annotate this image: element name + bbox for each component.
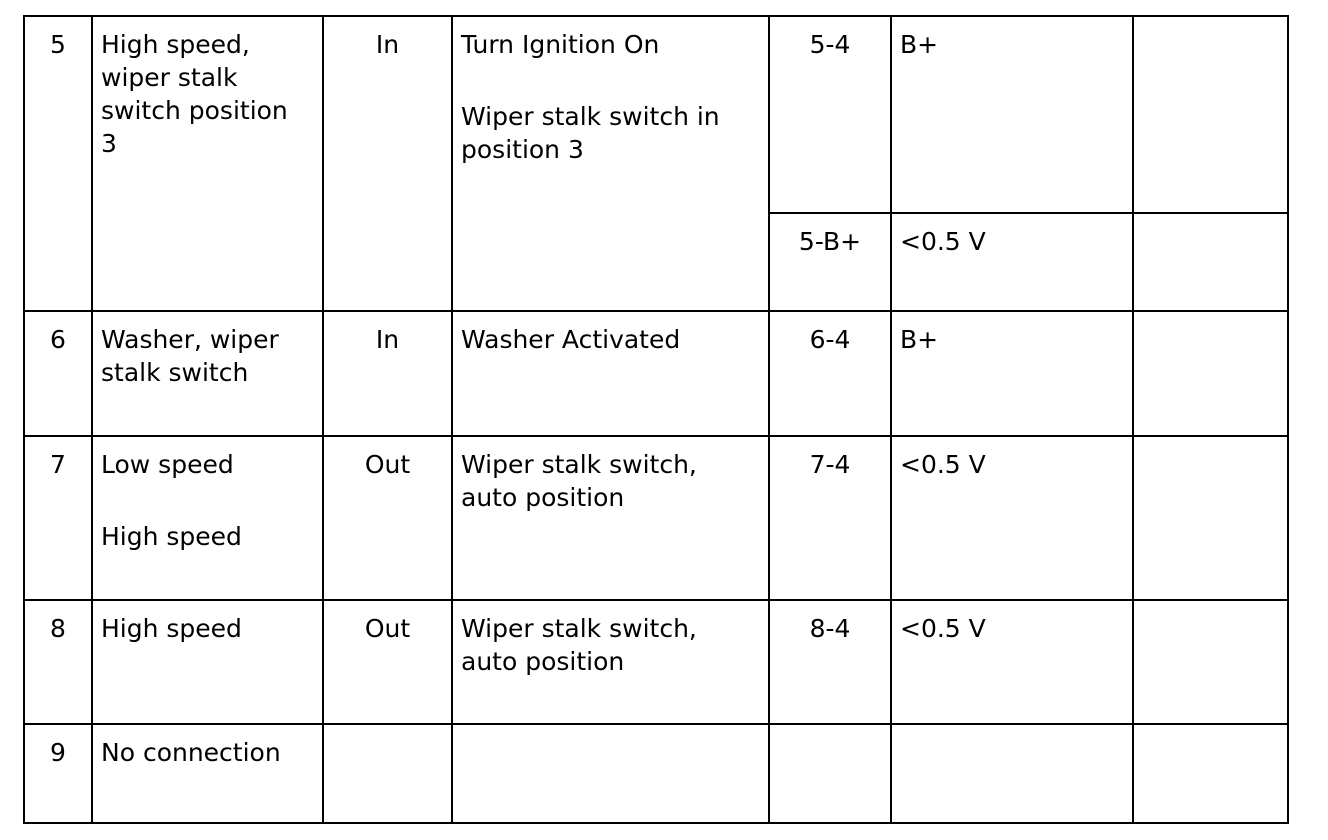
description-line: stalk switch — [101, 358, 249, 387]
notes-cell — [1133, 16, 1288, 213]
description-line: Washer, wiper — [101, 325, 279, 354]
test-condition — [452, 724, 769, 823]
condition-line: position 3 — [461, 135, 584, 164]
pin-description — [92, 436, 323, 600]
description-line: switch position — [101, 96, 288, 125]
description-line: High speed — [101, 522, 242, 551]
expected-value — [891, 724, 1133, 823]
description-line: High speed, — [101, 30, 250, 59]
pin-description — [92, 311, 323, 436]
table-row-pin-5 — [24, 16, 1288, 213]
description-line: 3 — [101, 129, 117, 158]
test-condition: Washer Activated — [452, 311, 769, 436]
measure-points: 8-4 — [769, 600, 891, 724]
pin-direction — [323, 724, 452, 823]
measure-points: 5-B+ — [769, 213, 891, 311]
test-condition — [452, 16, 769, 311]
condition-line: Wiper stalk switch, — [461, 614, 697, 643]
table-row-pin-6 — [24, 311, 1288, 436]
pin-direction: In — [323, 16, 452, 311]
expected-value: <0.5 V — [891, 213, 1133, 311]
table-row-pin-9 — [24, 724, 1288, 823]
measure-points: 7-4 — [769, 436, 891, 600]
pinout-table — [23, 15, 1289, 824]
expected-value: B+ — [891, 311, 1133, 436]
notes-cell — [1133, 213, 1288, 311]
pin-number: 8 — [24, 600, 92, 724]
notes-cell — [1133, 436, 1288, 600]
pin-number: 7 — [24, 436, 92, 600]
pin-description — [92, 16, 323, 311]
notes-cell — [1133, 600, 1288, 724]
pin-direction: Out — [323, 436, 452, 600]
condition-line: Turn Ignition On — [461, 30, 660, 59]
notes-cell — [1133, 311, 1288, 436]
table-row-pin-8 — [24, 600, 1288, 724]
measure-points: 5-4 — [769, 16, 891, 213]
table-row-pin-7 — [24, 436, 1288, 600]
test-condition — [452, 436, 769, 600]
pin-direction: Out — [323, 600, 452, 724]
pin-number: 5 — [24, 16, 92, 311]
measure-points: 6-4 — [769, 311, 891, 436]
condition-line: auto position — [461, 647, 625, 676]
test-condition — [452, 600, 769, 724]
pin-number: 6 — [24, 311, 92, 436]
pin-direction: In — [323, 311, 452, 436]
description-line: Low speed — [101, 450, 234, 479]
measure-points — [769, 724, 891, 823]
expected-value: B+ — [891, 16, 1133, 213]
condition-line: Wiper stalk switch in — [461, 102, 720, 131]
notes-cell — [1133, 724, 1288, 823]
expected-value: <0.5 V — [891, 600, 1133, 724]
pin-number: 9 — [24, 724, 92, 823]
pin-description: No connection — [92, 724, 323, 823]
pin-description: High speed — [92, 600, 323, 724]
condition-line: Wiper stalk switch, — [461, 450, 697, 479]
condition-line: auto position — [461, 483, 625, 512]
description-line: wiper stalk — [101, 63, 238, 92]
expected-value: <0.5 V — [891, 436, 1133, 600]
